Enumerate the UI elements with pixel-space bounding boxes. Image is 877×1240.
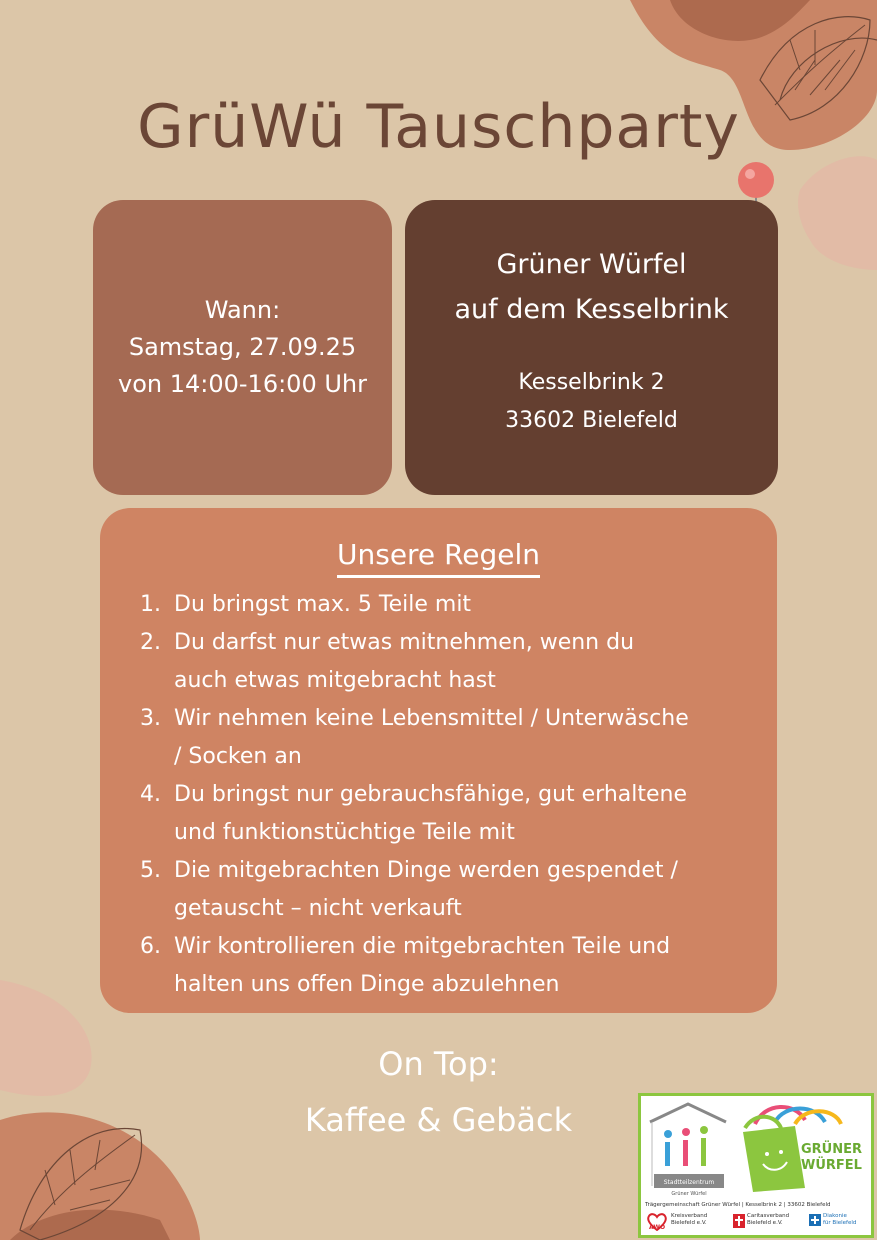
rule-text-line: Du bringst nur gebrauchsfähige, gut erhaltene — [174, 782, 688, 807]
venue-line-2: auf dem Kesselbrink — [454, 294, 729, 325]
poster-title: GrüWü Tauschparty — [137, 92, 740, 162]
gruener-wuerfel-wordmark — [801, 1142, 862, 1174]
sponsor-line: Bielefeld e.V. — [747, 1220, 783, 1226]
rule-item — [140, 852, 763, 928]
sponsor-line: Bielefeld e.V. — [671, 1220, 707, 1226]
sponsor-line: für Bielefeld — [823, 1220, 857, 1226]
venue-address — [405, 364, 778, 440]
caritas-cross-icon — [733, 1214, 745, 1228]
rule-text-line: Du darfst nur etwas mitnehmen, wenn du — [174, 630, 635, 655]
rule-item — [140, 624, 763, 700]
rule-number: 4. — [140, 782, 161, 807]
rules-box — [100, 508, 777, 1013]
gw-line-2: WÜRFEL — [801, 1158, 862, 1173]
rule-item — [140, 928, 763, 1004]
logo-tagline: Trägergemeinschaft Grüner Würfel | Kesselbrink 2 | 33602 Bielefeld — [645, 1202, 831, 1208]
stadtteilzentrum-logo — [646, 1100, 730, 1198]
rules-heading — [100, 538, 777, 578]
stadtteilzentrum-label: Stadtteilzentrum — [663, 1179, 715, 1186]
venue-line-1: Grüner Würfel — [496, 249, 687, 280]
rule-text-line: / Socken an — [174, 744, 302, 769]
venue-name — [405, 242, 778, 332]
rule-text-line: Die mitgebrachten Dinge werden gespendet / — [174, 858, 678, 883]
on-top-text: Kaffee & Gebäck — [304, 1101, 573, 1139]
rule-number: 2. — [140, 630, 161, 655]
rule-item — [140, 700, 763, 776]
when-label: Wann: — [204, 296, 281, 324]
rule-item — [140, 586, 763, 624]
rule-number: 6. — [140, 934, 161, 959]
awo-mark: AWO — [648, 1224, 666, 1231]
rules-list — [140, 586, 763, 1004]
address-city: 33602 Bielefeld — [505, 408, 678, 433]
rule-text-line: Wir nehmen keine Lebensmittel / Unterwäsche — [174, 706, 689, 731]
sponsor-awo — [671, 1213, 707, 1227]
rule-number: 1. — [140, 592, 161, 617]
rule-text-line: Wir kontrollieren die mitgebrachten Teile und — [174, 934, 671, 959]
when-box — [93, 200, 392, 495]
rule-item — [140, 776, 763, 852]
sponsor-line: Diakonie — [823, 1213, 847, 1219]
rule-number: 3. — [140, 706, 161, 731]
rule-text-line: getauscht – nicht verkauft — [174, 896, 462, 921]
gw-line-1: GRÜNER — [801, 1142, 863, 1157]
sponsor-line: Caritasverband — [747, 1213, 790, 1219]
address-street: Kesselbrink 2 — [518, 370, 665, 395]
sponsor-logo-panel — [638, 1093, 874, 1238]
rule-number: 5. — [140, 858, 161, 883]
rules-heading-text: Unsere Regeln — [337, 538, 540, 578]
sponsor-diakonie — [823, 1213, 856, 1227]
where-box — [405, 200, 778, 495]
stadtteilzentrum-sub: Grüner Würfel — [671, 1191, 707, 1197]
rule-text-line: Du bringst max. 5 Teile mit — [174, 592, 472, 617]
awo-heart-icon — [646, 1213, 668, 1231]
diakonie-cross-icon — [809, 1214, 821, 1226]
on-top-label: On Top: — [378, 1045, 499, 1083]
when-date: Samstag, 27.09.25 — [128, 333, 357, 361]
rule-text-line: halten uns offen Dinge abzulehnen — [174, 972, 560, 997]
rule-text-line: und funktionstüchtige Teile mit — [174, 820, 515, 845]
rule-text-line: auch etwas mitgebracht hast — [174, 668, 496, 693]
sponsor-line: Kreisverband — [671, 1213, 708, 1219]
sponsor-caritas — [747, 1213, 789, 1227]
when-time: von 14:00-16:00 Uhr — [118, 370, 367, 398]
